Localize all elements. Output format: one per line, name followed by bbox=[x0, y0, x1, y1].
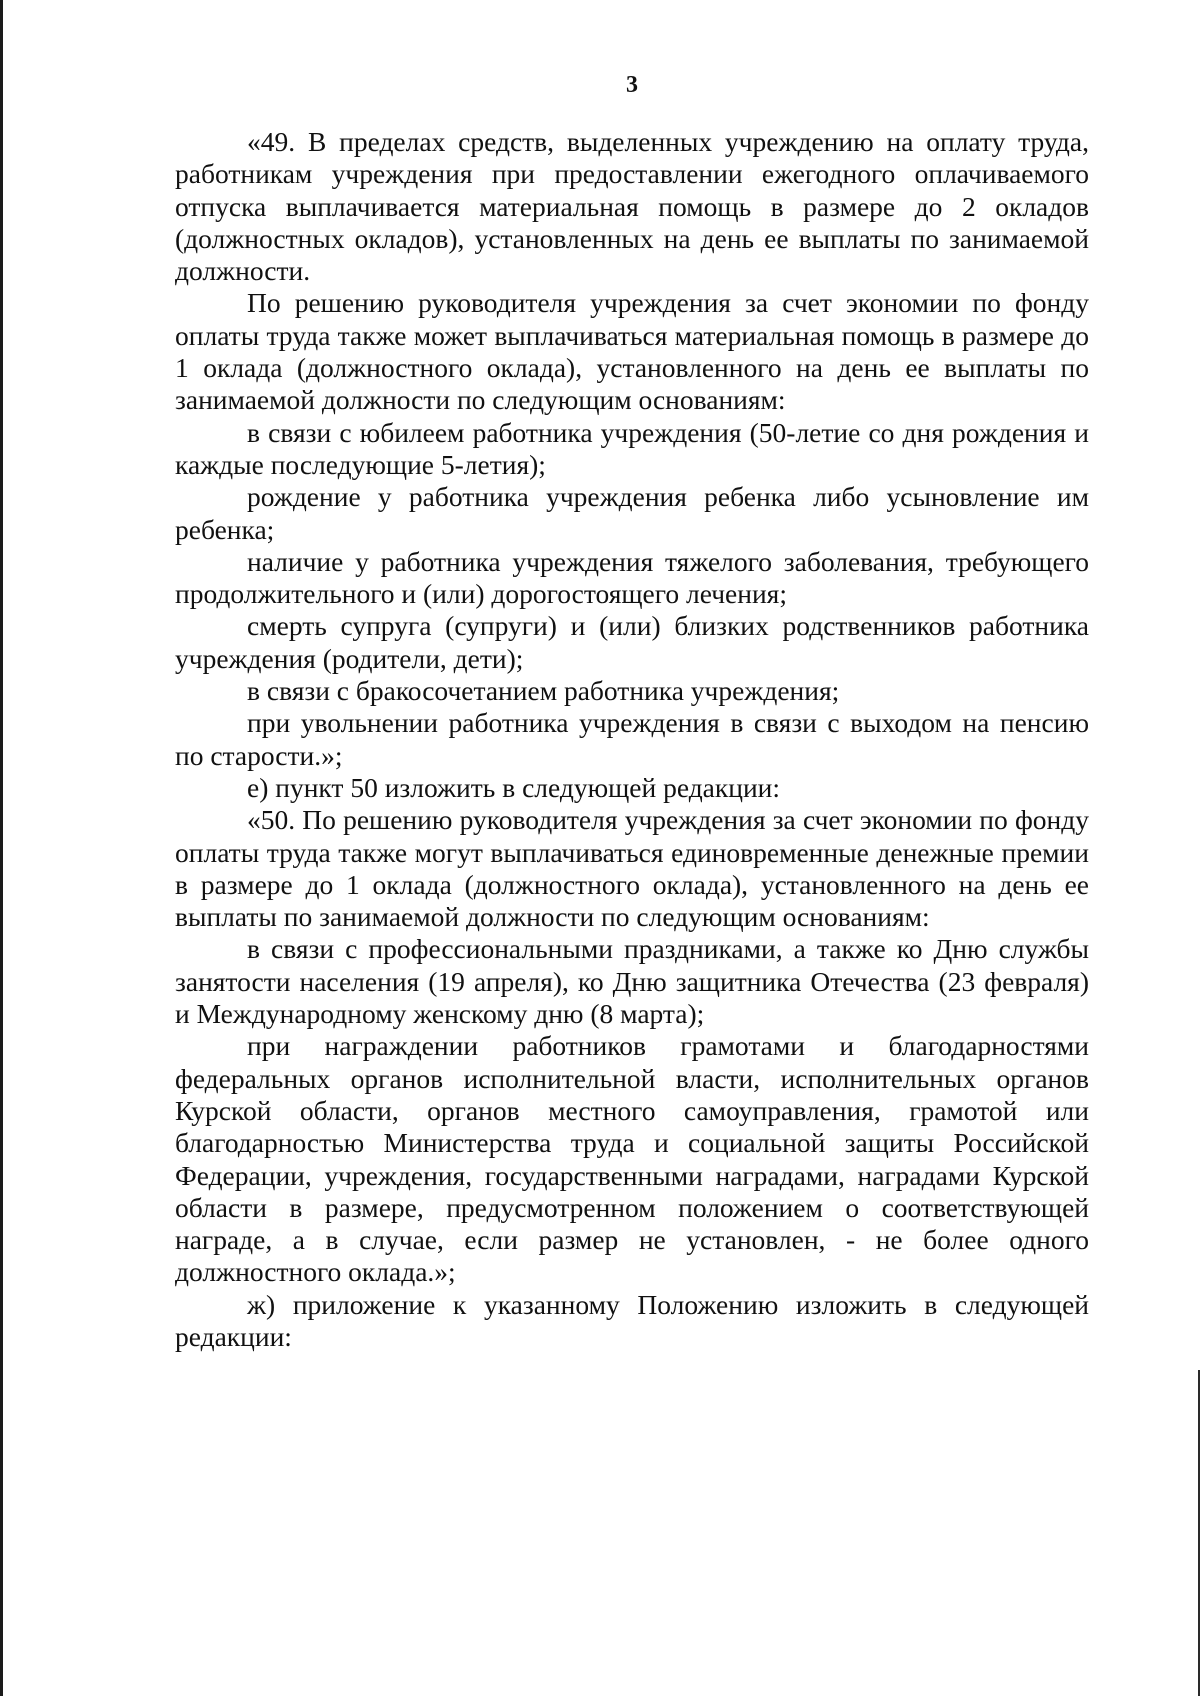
page-number: 3 bbox=[626, 72, 638, 98]
document-body bbox=[175, 126, 1089, 1353]
paragraph-child-birth: рождение у работника учреждения ребенка либо усыновление им ребенка; bbox=[175, 481, 1089, 545]
paragraph-holidays: в связи с профессиональными праздниками, а также ко Дню службы занятости населения (19 апреля), ко Дню защитника Отечества (23 февраля) и Международному женскому дню (8 марта); bbox=[175, 933, 1089, 1030]
paragraph-marriage: в связи с бракосочетанием работника учреждения; bbox=[247, 675, 840, 707]
paragraph-material-aid: По решению руководителя учреждения за счет экономии по фонду оплаты труда также может выплачиваться материальная помощь в размере до 1 оклада (должностного оклада), установленного на день ее выплаты по занимаемой должности по следующим основаниям: bbox=[175, 287, 1089, 416]
paragraph-illness: наличие у работника учреждения тяжелого заболевания, требующего продолжительного и (или) дорогостоящего лечения; bbox=[175, 545, 1089, 610]
paragraph-retirement: при увольнении работника учреждения в связи с выходом на пенсию по старости.»; bbox=[175, 707, 1089, 771]
scan-edge-left bbox=[0, 0, 3, 1696]
paragraph-death-of-relative: смерть супруга (супруги) и (или) близких родственников работника учреждения (родители, дети); bbox=[175, 610, 1089, 674]
paragraph-item-49: «49. В пределах средств, выделенных учреждению на оплату труда, работникам учреждения при предоставлении ежегодного оплачиваемого отпуска выплачивается материальная помощь в размере до 2 окладов (должностных окладов), установленных на день ее выплаты по занимаемой должности. bbox=[175, 126, 1089, 287]
paragraph-item-zh: ж) приложение к указанному Положению изложить в следующей редакции: bbox=[175, 1288, 1089, 1352]
paragraph-item-e: е) пункт 50 изложить в следующей редакции: bbox=[247, 771, 781, 803]
paragraph-item-50: «50. По решению руководителя учреждения за счет экономии по фонду оплаты труда также могут выплачиваться единовременные денежные премии в размере до 1 оклада (должностного оклада), установленного на день ее выплаты по занимаемой должности по следующим основаниям: bbox=[175, 804, 1089, 933]
paragraph-jubilee: в связи с юбилеем работника учреждения (50-летие со дня рождения и каждые последующие 5-летия); bbox=[175, 416, 1089, 480]
paragraph-awards: при награждении работников грамотами и благодарностями федеральных органов исполнительной власти, исполнительных органов Курской области, органов местного самоуправления, грамотой или благодарностью Министерства труда и социальной защиты Российской Федерации, учреждения, государственными наградами, наградами Курской области в размере, предусмотренном положением о соответствующей награде, а в случае, если размер не установлен, - не более одного должностного оклада.»; bbox=[175, 1030, 1089, 1288]
